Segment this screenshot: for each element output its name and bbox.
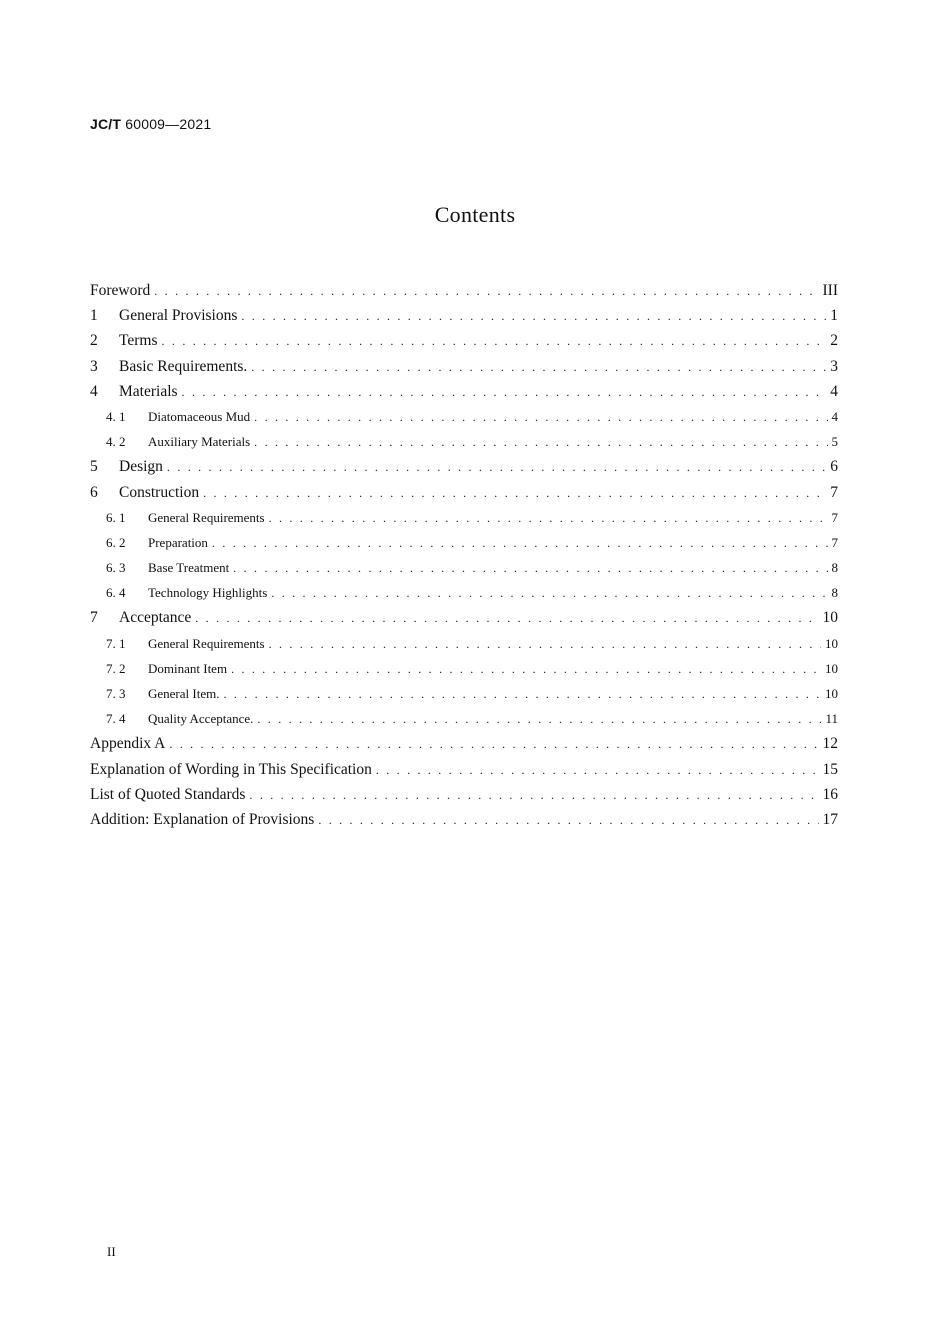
toc-entry-label: Appendix A	[90, 735, 166, 753]
toc-entry[interactable]	[90, 454, 838, 479]
toc-entry[interactable]	[90, 782, 838, 807]
toc-entry-label: Addition: Explanation of Provisions	[90, 810, 315, 828]
toc-entry-label: Basic Requirements.	[119, 357, 248, 375]
toc-entry-number: 3	[90, 357, 98, 375]
toc-entry-number: 2	[90, 332, 98, 350]
standard-code-number: 60009—2021	[125, 116, 212, 132]
page-title: Contents	[434, 202, 516, 227]
toc-entry[interactable]	[90, 580, 838, 605]
toc-dot-leader	[223, 682, 821, 707]
page-number-footer: II	[107, 1244, 116, 1259]
toc-entry-page: 10	[825, 660, 838, 676]
toc-dot-leader	[318, 808, 818, 833]
toc-entry-page: 3	[830, 357, 838, 375]
toc-dot-leader	[269, 506, 828, 531]
toc-entry[interactable]	[90, 681, 838, 706]
toc-entry-page: 10	[825, 686, 838, 701]
toc-entry-label: Base Treatment	[148, 560, 230, 576]
toc-entry-page: 17	[822, 810, 838, 828]
toc-entry[interactable]	[90, 278, 838, 303]
toc-entry-number: 7	[90, 609, 98, 627]
toc-entry[interactable]	[90, 404, 838, 429]
toc-entry-page: 6	[830, 458, 838, 476]
toc-entry[interactable]	[90, 429, 838, 454]
toc-entry[interactable]	[90, 303, 838, 328]
toc-entry-page: 16	[822, 785, 838, 803]
toc-entry-page: 7	[830, 483, 838, 501]
toc-entry-page: III	[822, 282, 838, 299]
toc-entry-number: 4. 1	[106, 408, 126, 424]
toc-dot-leader	[203, 481, 826, 506]
toc-dot-leader	[254, 430, 827, 455]
toc-entry[interactable]	[90, 631, 838, 656]
toc-entry[interactable]	[90, 605, 838, 630]
toc-entry-number: 6. 3	[106, 560, 126, 576]
toc-entry-label: Materials	[119, 382, 178, 400]
toc-entry-page: 7	[831, 534, 838, 550]
toc-dot-leader	[167, 455, 826, 480]
toc-entry-page: 12	[822, 735, 838, 753]
toc-entry[interactable]	[90, 480, 838, 505]
toc-entry[interactable]	[90, 757, 838, 782]
toc-entry-label: List of Quoted Standards	[90, 785, 246, 803]
toc-dot-leader	[251, 355, 826, 380]
toc-entry-label: General Provisions	[119, 307, 238, 325]
toc-entry-number: 1	[90, 307, 98, 325]
toc-entry[interactable]	[90, 731, 838, 756]
toc-dot-leader	[231, 657, 821, 682]
toc-entry-page: 4	[830, 382, 838, 400]
toc-entry-label: Construction	[119, 483, 200, 501]
toc-entry[interactable]	[90, 328, 838, 353]
toc-entry[interactable]	[90, 505, 838, 530]
toc-entry-number: 7. 4	[106, 711, 126, 727]
toc-entry-page: 5	[831, 434, 838, 450]
toc-entry-label: Diatomaceous Mud	[148, 408, 251, 424]
toc-entry-label: Auxiliary Materials	[148, 434, 251, 450]
toc-dot-leader	[269, 632, 821, 657]
toc-dot-leader	[241, 304, 826, 329]
toc-entry-page: 4	[831, 408, 838, 424]
table-of-contents	[90, 278, 838, 832]
toc-entry-number: 6. 4	[106, 585, 126, 601]
toc-dot-leader	[182, 380, 827, 405]
toc-dot-leader	[249, 783, 818, 808]
toc-dot-leader	[257, 707, 821, 732]
toc-dot-leader	[376, 758, 819, 783]
toc-entry-number: 6	[90, 483, 98, 501]
toc-entry[interactable]	[90, 656, 838, 681]
standard-code-prefix: JC/T	[90, 116, 122, 132]
toc-dot-leader	[154, 279, 818, 304]
standard-code	[90, 116, 211, 132]
toc-entry-label: Foreword	[90, 282, 151, 299]
toc-entry-page: 2	[830, 332, 838, 350]
toc-entry-number: 7. 3	[106, 686, 126, 701]
toc-entry-number: 6. 2	[106, 534, 126, 550]
toc-entry[interactable]	[90, 354, 838, 379]
toc-entry[interactable]	[90, 807, 838, 832]
toc-dot-leader	[233, 556, 827, 581]
toc-entry-label: General Requirements	[148, 635, 265, 651]
toc-entry-page: 11	[825, 711, 838, 727]
toc-entry[interactable]	[90, 706, 838, 731]
toc-entry-label: Preparation	[148, 534, 208, 550]
toc-entry[interactable]	[90, 555, 838, 580]
toc-entry-number: 7. 1	[106, 635, 126, 651]
toc-entry-label: Dominant Item	[148, 660, 228, 676]
toc-entry-label: Explanation of Wording in This Specification	[90, 760, 372, 778]
toc-entry-label: Terms	[119, 332, 158, 350]
toc-entry-page: 10	[822, 609, 838, 627]
toc-entry-label: General Requirements	[148, 509, 265, 525]
toc-entry[interactable]	[90, 379, 838, 404]
toc-entry-number: 4. 2	[106, 434, 126, 450]
toc-entry-number: 6. 1	[106, 509, 126, 525]
toc-entry-number: 7. 2	[106, 660, 126, 676]
toc-dot-leader	[212, 531, 828, 556]
toc-entry-label: Technology Highlights	[148, 585, 268, 601]
toc-entry-page: 8	[831, 560, 838, 576]
toc-dot-leader	[254, 405, 827, 430]
toc-entry-page: 1	[830, 307, 838, 325]
toc-entry-label: Quality Acceptance.	[148, 711, 254, 727]
toc-entry-number: 5	[90, 458, 98, 476]
toc-entry-page: 7	[831, 509, 838, 525]
toc-dot-leader	[162, 329, 827, 354]
toc-entry[interactable]	[90, 530, 838, 555]
toc-entry-label: Acceptance	[119, 609, 192, 627]
toc-dot-leader	[271, 581, 827, 606]
toc-entry-label: Design	[119, 458, 163, 476]
toc-dot-leader	[195, 606, 818, 631]
toc-entry-page: 10	[825, 635, 838, 651]
toc-entry-page: 15	[822, 760, 838, 778]
toc-dot-leader	[169, 732, 818, 757]
toc-entry-label: General Item.	[148, 686, 220, 701]
toc-entry-number: 4	[90, 382, 98, 400]
toc-entry-page: 8	[831, 585, 838, 601]
